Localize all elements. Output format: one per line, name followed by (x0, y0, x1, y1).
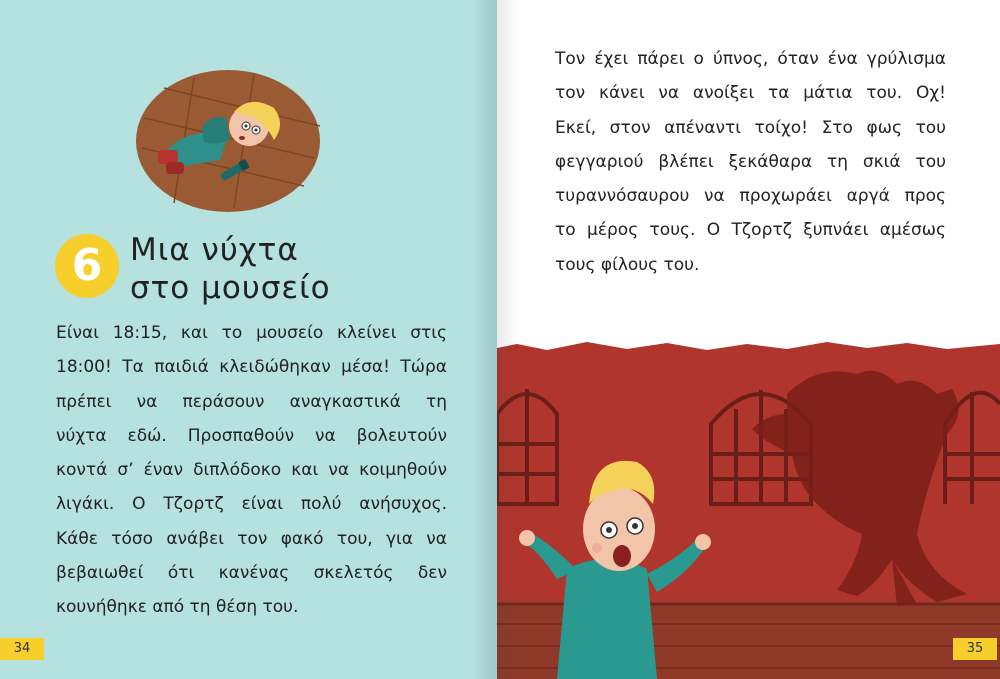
text-line: το μέρος τους. Ο Τζορτζ ξυπνάει αμέσως (555, 220, 946, 241)
text-line: πρέπει να περάσουν αναγκαστικά τη (56, 391, 447, 412)
page-fold-shadow (497, 0, 519, 679)
right-page (497, 0, 1000, 679)
text-line: Τον έχει πάρει ο ύπνος, όταν ένα γρύλισμα (555, 49, 946, 69)
text-line: 18:00! Τα παιδιά κλειδώθηκαν μέσα! Τώρα (56, 357, 447, 378)
left-page-paragraph (56, 316, 447, 625)
text-line: λιγάκι. Ο Τζορτζ είναι πολύ ανήσυχος. (56, 494, 447, 515)
text-line: κοντά σ’ έναν διπλόδοκο και να κοιμηθούν (56, 460, 447, 481)
chapter-title (130, 231, 331, 307)
text-line: τους φίλους του. (555, 254, 700, 275)
page-number-left: 34 (0, 638, 44, 660)
sleeping-boy-illustration (134, 68, 322, 214)
dinosaur-shadow-illustration (497, 334, 1000, 679)
text-line: τον κάνει να ανοίξει τα μάτια του. Οχ! (555, 83, 946, 104)
chapter-title-line-2: στο μουσείο (130, 270, 331, 306)
text-line: Είναι 18:15, και το μουσείο κλείνει στις (56, 323, 447, 343)
text-line: κουνήθηκε από τη θέση του. (56, 597, 299, 618)
page-fold-shadow (473, 0, 497, 679)
text-line: νύχτα εδώ. Προσπαθούν να βολευτούν (56, 425, 447, 446)
text-line: βεβαιωθεί ότι κανένας σκελετός δεν (56, 563, 447, 584)
text-line: φεγγαριού βλέπει ξεκάθαρα τη σκιά του (555, 151, 946, 172)
chapter-number-badge: 6 (55, 234, 119, 298)
text-line: τυραννόσαυρου να προχωράει αργά προς (555, 186, 946, 207)
text-line: Κάθε τόσο ανάβει τον φακό του, για να (56, 528, 447, 549)
right-page-paragraph (555, 42, 946, 282)
left-page (0, 0, 497, 679)
page-number-right: 35 (953, 638, 997, 660)
chapter-title-line-1: Μια νύχτα (130, 232, 299, 268)
wooden-floor-oval (136, 70, 320, 212)
text-line: Εκεί, στον απέναντι τοίχο! Στο φως του (555, 117, 946, 138)
